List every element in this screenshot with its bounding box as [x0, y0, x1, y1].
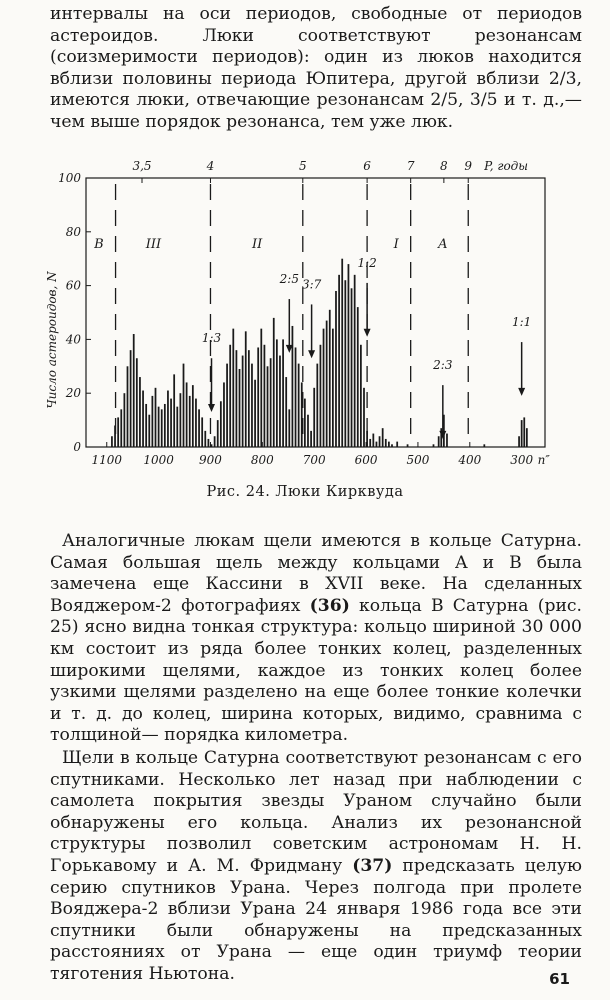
histogram-bar	[351, 288, 353, 447]
figure-caption: Рис. 24. Люки Кирквуда	[206, 484, 404, 500]
resonance-arrow-head	[518, 388, 525, 396]
histogram-bar	[338, 275, 340, 447]
histogram-bar	[152, 396, 154, 447]
histogram-bar	[117, 417, 119, 447]
x-tick-label-bottom: 600	[354, 453, 378, 467]
histogram-bar	[136, 358, 138, 447]
resonance-arrow-head	[439, 431, 446, 439]
histogram-bar	[204, 431, 206, 447]
y-tick-label: 20	[65, 386, 81, 401]
histogram-bar	[357, 307, 359, 447]
histogram-bar	[239, 369, 241, 447]
x-tick-label-bottom: 500	[406, 453, 430, 467]
x-tick-label-top: 6	[363, 159, 371, 173]
histogram-bar	[242, 356, 244, 447]
histogram-bar	[526, 428, 528, 447]
histogram-bar	[195, 399, 197, 447]
resonance-label: 1:3	[201, 331, 222, 346]
histogram-bar	[521, 420, 523, 447]
x-tick-label-bottom: 400	[458, 453, 482, 467]
histogram-bar	[298, 364, 300, 447]
histogram-bar	[354, 275, 356, 447]
histogram-bar	[329, 310, 331, 447]
histogram-bar	[279, 356, 281, 447]
region-label: III	[145, 236, 162, 252]
histogram-bar	[260, 329, 262, 447]
histogram-bar	[295, 347, 297, 447]
histogram-bar	[323, 329, 325, 447]
x-tick-label-bottom: 1000	[143, 453, 174, 467]
histogram-bar	[123, 393, 125, 447]
region-label: A	[438, 236, 448, 252]
resonance-label: 2:5	[279, 271, 299, 286]
resonance-arrow-head	[364, 329, 371, 337]
histogram-bar	[332, 329, 334, 447]
histogram-bar	[292, 326, 294, 447]
histogram-bar	[229, 345, 231, 447]
histogram-bar	[483, 444, 485, 447]
resonance-label: 1:1	[512, 314, 532, 329]
x-tick-label-top: 4	[206, 159, 215, 173]
histogram-bar	[139, 377, 141, 447]
histogram-bar	[120, 409, 122, 447]
histogram-bar	[161, 409, 163, 447]
x-tick-label-top: 5	[298, 159, 307, 173]
reference-37: (37)	[352, 855, 393, 876]
histogram-bar	[211, 444, 213, 447]
resonance-label: 1:2	[357, 255, 377, 270]
x-axis-label-top: P, годы	[484, 159, 529, 173]
histogram-bar	[130, 350, 132, 447]
body-paragraph-top: интервалы на оси периодов, свободные от периодов астероидов. Люки соответствуют резонансам (соизмеримости периодов): один из люков находится вблизи половины периода Юпитера, другой вблизи 2/3, имеются люки, отвечающие резонансам 2/5, 3/5 и т. д.,— чем выше порядок резонанса, тем уже люк.	[50, 4, 582, 132]
y-tick-label: 40	[65, 332, 81, 347]
histogram-bar	[170, 399, 172, 447]
histogram-bar	[183, 364, 185, 447]
histogram-bar	[270, 358, 272, 447]
histogram-bar	[304, 399, 306, 447]
histogram-bar	[158, 407, 160, 447]
histogram-bar	[264, 345, 266, 447]
histogram-bar	[173, 374, 175, 447]
x-tick-label-top: 7	[406, 159, 415, 173]
histogram-bar	[407, 444, 409, 447]
histogram-bar	[148, 415, 150, 447]
body-paragraph-saturn	[50, 531, 582, 747]
histogram-bar	[257, 347, 259, 447]
histogram-bar	[313, 388, 315, 447]
histogram-bar	[217, 420, 219, 447]
histogram-bar	[245, 331, 247, 447]
histogram-bar	[310, 431, 312, 447]
histogram-bar	[391, 444, 393, 447]
histogram-bar	[376, 442, 378, 447]
resonance-arrow-head	[308, 350, 315, 358]
uranus-text-part1: Щели в кольце Сатурна соответствуют резонансам с его спутниками. Несколько лет назад при наблюдении с самолета покрытия звезды Ураном случайно были обнаружены его кольца. Анализ их резонансной структуры позволил советским астрономам Н. Н. Горькавому и А. М. Фридману	[50, 748, 582, 876]
histogram-bar	[232, 329, 234, 447]
histogram-bar	[388, 442, 390, 447]
x-tick-label-bottom: 800	[250, 453, 274, 467]
histogram-bar	[276, 339, 278, 447]
histogram-bar	[385, 439, 387, 447]
histogram-bar	[251, 364, 253, 447]
histogram-bar	[363, 388, 365, 447]
region-label: I	[393, 236, 399, 252]
y-tick-label: 60	[65, 278, 81, 293]
histogram-bar	[167, 391, 169, 447]
x-tick-label-bottom: 900	[199, 453, 222, 467]
histogram-bar	[180, 393, 182, 447]
histogram-bar	[248, 350, 250, 447]
resonance-label: 3:7	[301, 277, 322, 292]
histogram-bar	[226, 364, 228, 447]
histogram-bar	[285, 377, 287, 447]
x-tick-label-bottom: 300	[510, 453, 534, 467]
histogram-bar	[382, 428, 384, 447]
histogram-bar	[360, 345, 362, 447]
histogram-bar	[145, 404, 147, 447]
histogram-bar	[341, 259, 343, 447]
histogram-bar	[201, 417, 203, 447]
x-axis-label-bottom: n″	[537, 453, 550, 467]
kirkwood-gaps-chart	[20, 150, 580, 480]
reference-36: (36)	[309, 595, 350, 616]
histogram-bar	[348, 264, 350, 447]
body-paragraph-uranus	[50, 748, 582, 986]
histogram-bar	[396, 442, 398, 447]
chart-y-axis-label: Число астероидов, N	[45, 271, 59, 409]
histogram-bar	[111, 436, 113, 447]
histogram-bar	[326, 321, 328, 447]
histogram-bar	[518, 436, 520, 447]
y-tick-label: 0	[73, 440, 81, 454]
histogram-bar	[214, 436, 216, 447]
histogram-bar	[198, 409, 200, 447]
resonance-arrow-head	[208, 404, 215, 412]
histogram-bar	[446, 434, 448, 447]
histogram-bar	[267, 366, 269, 447]
histogram-bar	[186, 382, 188, 447]
saturn-text-part2: кольца B Сатурна (рис. 25) ясно видна тонкая структура: кольцо шириной 30 000 км состоит из ряда более тонких колец, разделенных широкими щелями, каждое из тонких колец более узкими щелями разделено на еще более тонкие колечки и т. д. до колец, ширина которых, видимо, сравнима с толщиной— порядка километра.	[50, 595, 582, 746]
histogram-bar	[344, 280, 346, 447]
histogram-bar	[379, 436, 381, 447]
histogram-bar	[176, 407, 178, 447]
region-label: II	[252, 236, 263, 252]
histogram-bar	[223, 382, 225, 447]
histogram-bar	[189, 396, 191, 447]
histogram-bar	[164, 404, 166, 447]
histogram-bar	[133, 334, 135, 447]
histogram-bar	[127, 366, 129, 447]
histogram-bar	[372, 434, 374, 447]
histogram-bar	[208, 439, 210, 447]
y-tick-label: 80	[65, 224, 81, 239]
resonance-label: 2:3	[433, 357, 453, 372]
histogram-bar	[320, 345, 322, 447]
histogram-bar	[523, 417, 525, 447]
histogram-bar	[438, 436, 440, 447]
page-number: 61	[549, 970, 570, 988]
histogram-bar	[192, 385, 194, 447]
x-tick-label-top: 9	[464, 159, 473, 173]
y-tick-label: 100	[58, 171, 81, 185]
histogram-bar	[220, 401, 222, 447]
x-tick-label-bottom: 1100	[91, 453, 123, 467]
histogram-bar	[335, 291, 337, 447]
x-tick-label-bottom: 700	[302, 453, 326, 467]
histogram-bar	[155, 388, 157, 447]
histogram-bar	[142, 391, 144, 447]
x-tick-label-top: 8	[440, 159, 448, 173]
histogram-bar	[282, 339, 284, 447]
histogram-bar	[254, 380, 256, 447]
histogram-bar	[273, 318, 275, 447]
histogram-bar	[288, 409, 290, 447]
region-label: B	[94, 236, 104, 252]
histogram-bar	[369, 439, 371, 447]
uranus-text-part2: предсказать целую серию спутников Урана. Через полгода при пролете Вояджера-2 вблизи Урана 24 января 1986 года все эти спутники были обнаружены на предсказанных расстояниях от Урана — еще один триумф теории тяготения Ньютона.	[50, 855, 582, 984]
saturn-text-part1: Аналогичные люкам щели имеются в кольце Сатурна. Самая большая щель между кольцами A и B была замечена еще Кассини в XVII веке. На сделанных Вояджером-2 фотографиях	[50, 531, 582, 616]
x-tick-label-top: 3,5	[132, 159, 152, 173]
histogram-bar	[236, 350, 238, 447]
histogram-bar	[316, 364, 318, 447]
histogram-bar	[307, 415, 309, 447]
histogram-bar	[433, 444, 435, 447]
